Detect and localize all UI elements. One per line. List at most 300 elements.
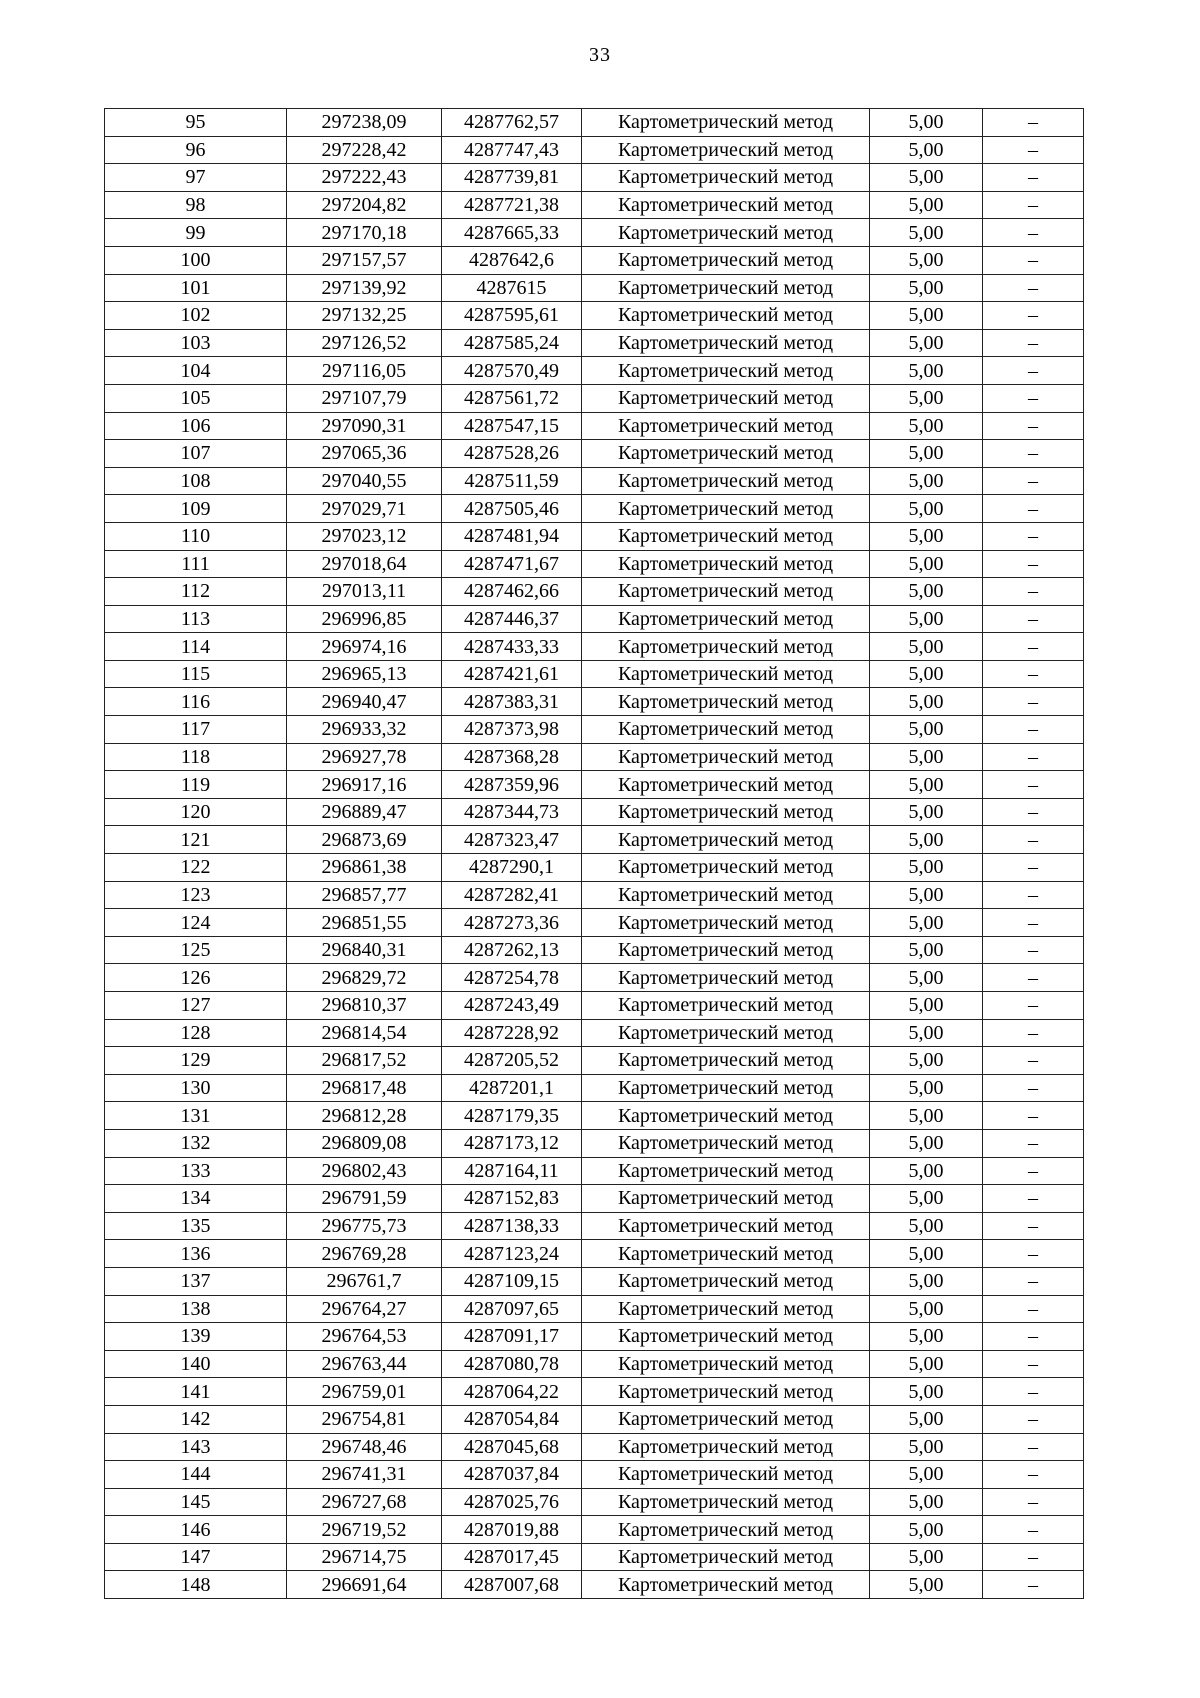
- table-row: [105, 246, 1084, 274]
- accuracy-cell: 5,00: [870, 660, 983, 688]
- y-coordinate-cell: 4287205,52: [442, 1047, 582, 1075]
- table-row: [105, 826, 1084, 854]
- x-coordinate-cell: 297013,11: [287, 578, 442, 606]
- accuracy-cell: 5,00: [870, 246, 983, 274]
- x-coordinate-cell: 296965,13: [287, 660, 442, 688]
- x-coordinate-cell: 296764,27: [287, 1295, 442, 1323]
- table-row: [105, 136, 1084, 164]
- x-coordinate-cell: 296814,54: [287, 1019, 442, 1047]
- x-coordinate-cell: 296741,31: [287, 1461, 442, 1489]
- note-cell: –: [983, 1543, 1084, 1571]
- accuracy-cell: 5,00: [870, 964, 983, 992]
- note-cell: –: [983, 550, 1084, 578]
- y-coordinate-cell: 4287561,72: [442, 384, 582, 412]
- y-coordinate-cell: 4287243,49: [442, 992, 582, 1020]
- y-coordinate-cell: 4287152,83: [442, 1185, 582, 1213]
- note-cell: –: [983, 771, 1084, 799]
- note-cell: –: [983, 1185, 1084, 1213]
- accuracy-cell: 5,00: [870, 440, 983, 468]
- x-coordinate-cell: 296974,16: [287, 633, 442, 661]
- x-coordinate-cell: 296889,47: [287, 798, 442, 826]
- x-coordinate-cell: 297157,57: [287, 246, 442, 274]
- method-cell: Картометрический метод: [582, 522, 870, 550]
- y-coordinate-cell: 4287642,6: [442, 246, 582, 274]
- method-cell: Картометрический метод: [582, 1571, 870, 1599]
- note-cell: –: [983, 329, 1084, 357]
- method-cell: Картометрический метод: [582, 1267, 870, 1295]
- accuracy-cell: 5,00: [870, 302, 983, 330]
- method-cell: Картометрический метод: [582, 605, 870, 633]
- note-cell: –: [983, 357, 1084, 385]
- point-number-cell: 137: [105, 1267, 287, 1295]
- accuracy-cell: 5,00: [870, 1543, 983, 1571]
- y-coordinate-cell: 4287481,94: [442, 522, 582, 550]
- table-row: [105, 1323, 1084, 1351]
- table-row: [105, 1185, 1084, 1213]
- method-cell: Картометрический метод: [582, 964, 870, 992]
- point-number-cell: 124: [105, 909, 287, 937]
- x-coordinate-cell: 296873,69: [287, 826, 442, 854]
- accuracy-cell: 5,00: [870, 881, 983, 909]
- note-cell: –: [983, 854, 1084, 882]
- x-coordinate-cell: 296996,85: [287, 605, 442, 633]
- table-row: [105, 743, 1084, 771]
- table-row: [105, 191, 1084, 219]
- y-coordinate-cell: 4287282,41: [442, 881, 582, 909]
- x-coordinate-cell: 297170,18: [287, 219, 442, 247]
- note-cell: –: [983, 1047, 1084, 1075]
- x-coordinate-cell: 297238,09: [287, 109, 442, 137]
- table-row: [105, 1516, 1084, 1544]
- y-coordinate-cell: 4287201,1: [442, 1074, 582, 1102]
- x-coordinate-cell: 297018,64: [287, 550, 442, 578]
- point-number-cell: 118: [105, 743, 287, 771]
- point-number-cell: 127: [105, 992, 287, 1020]
- point-number-cell: 145: [105, 1488, 287, 1516]
- point-number-cell: 129: [105, 1047, 287, 1075]
- accuracy-cell: 5,00: [870, 495, 983, 523]
- accuracy-cell: 5,00: [870, 109, 983, 137]
- point-number-cell: 96: [105, 136, 287, 164]
- note-cell: –: [983, 1378, 1084, 1406]
- note-cell: –: [983, 246, 1084, 274]
- note-cell: –: [983, 1461, 1084, 1489]
- table-row: [105, 550, 1084, 578]
- y-coordinate-cell: 4287762,57: [442, 109, 582, 137]
- table-row: [105, 771, 1084, 799]
- note-cell: –: [983, 1323, 1084, 1351]
- table-row: [105, 109, 1084, 137]
- point-number-cell: 125: [105, 936, 287, 964]
- method-cell: Картометрический метод: [582, 164, 870, 192]
- accuracy-cell: 5,00: [870, 1378, 983, 1406]
- x-coordinate-cell: 296917,16: [287, 771, 442, 799]
- point-number-cell: 109: [105, 495, 287, 523]
- point-number-cell: 128: [105, 1019, 287, 1047]
- method-cell: Картометрический метод: [582, 246, 870, 274]
- method-cell: Картометрический метод: [582, 1102, 870, 1130]
- table-body: [105, 109, 1084, 1599]
- note-cell: –: [983, 1488, 1084, 1516]
- note-cell: –: [983, 384, 1084, 412]
- x-coordinate-cell: 296754,81: [287, 1405, 442, 1433]
- point-number-cell: 132: [105, 1129, 287, 1157]
- note-cell: –: [983, 191, 1084, 219]
- table-row: [105, 219, 1084, 247]
- method-cell: Картометрический метод: [582, 302, 870, 330]
- point-number-cell: 105: [105, 384, 287, 412]
- method-cell: Картометрический метод: [582, 716, 870, 744]
- point-number-cell: 99: [105, 219, 287, 247]
- y-coordinate-cell: 4287739,81: [442, 164, 582, 192]
- point-number-cell: 139: [105, 1323, 287, 1351]
- method-cell: Картометрический метод: [582, 1157, 870, 1185]
- point-number-cell: 112: [105, 578, 287, 606]
- y-coordinate-cell: 4287228,92: [442, 1019, 582, 1047]
- point-number-cell: 103: [105, 329, 287, 357]
- method-cell: Картометрический метод: [582, 550, 870, 578]
- method-cell: Картометрический метод: [582, 384, 870, 412]
- accuracy-cell: 5,00: [870, 1019, 983, 1047]
- accuracy-cell: 5,00: [870, 357, 983, 385]
- accuracy-cell: 5,00: [870, 1433, 983, 1461]
- note-cell: –: [983, 1267, 1084, 1295]
- table-row: [105, 688, 1084, 716]
- accuracy-cell: 5,00: [870, 1267, 983, 1295]
- point-number-cell: 123: [105, 881, 287, 909]
- y-coordinate-cell: 4287595,61: [442, 302, 582, 330]
- method-cell: Картометрический метод: [582, 1074, 870, 1102]
- point-number-cell: 136: [105, 1240, 287, 1268]
- note-cell: –: [983, 964, 1084, 992]
- y-coordinate-cell: 4287528,26: [442, 440, 582, 468]
- point-number-cell: 143: [105, 1433, 287, 1461]
- table-row: [105, 1488, 1084, 1516]
- accuracy-cell: 5,00: [870, 992, 983, 1020]
- table-row: [105, 909, 1084, 937]
- table-row: [105, 716, 1084, 744]
- table-row: [105, 660, 1084, 688]
- table-row: [105, 412, 1084, 440]
- x-coordinate-cell: 296933,32: [287, 716, 442, 744]
- x-coordinate-cell: 296714,75: [287, 1543, 442, 1571]
- point-number-cell: 122: [105, 854, 287, 882]
- table-row: [105, 854, 1084, 882]
- note-cell: –: [983, 412, 1084, 440]
- point-number-cell: 115: [105, 660, 287, 688]
- note-cell: –: [983, 1350, 1084, 1378]
- method-cell: Картометрический метод: [582, 440, 870, 468]
- accuracy-cell: 5,00: [870, 909, 983, 937]
- table-row: [105, 522, 1084, 550]
- accuracy-cell: 5,00: [870, 191, 983, 219]
- point-number-cell: 106: [105, 412, 287, 440]
- table-row: [105, 440, 1084, 468]
- point-number-cell: 113: [105, 605, 287, 633]
- method-cell: Картометрический метод: [582, 467, 870, 495]
- y-coordinate-cell: 4287433,33: [442, 633, 582, 661]
- y-coordinate-cell: 4287359,96: [442, 771, 582, 799]
- method-cell: Картометрический метод: [582, 1461, 870, 1489]
- accuracy-cell: 5,00: [870, 854, 983, 882]
- y-coordinate-cell: 4287164,11: [442, 1157, 582, 1185]
- method-cell: Картометрический метод: [582, 936, 870, 964]
- y-coordinate-cell: 4287179,35: [442, 1102, 582, 1130]
- y-coordinate-cell: 4287383,31: [442, 688, 582, 716]
- x-coordinate-cell: 297029,71: [287, 495, 442, 523]
- x-coordinate-cell: 296829,72: [287, 964, 442, 992]
- method-cell: Картометрический метод: [582, 578, 870, 606]
- accuracy-cell: 5,00: [870, 1240, 983, 1268]
- accuracy-cell: 5,00: [870, 550, 983, 578]
- method-cell: Картометрический метод: [582, 412, 870, 440]
- method-cell: Картометрический метод: [582, 274, 870, 302]
- accuracy-cell: 5,00: [870, 164, 983, 192]
- accuracy-cell: 5,00: [870, 1157, 983, 1185]
- point-number-cell: 147: [105, 1543, 287, 1571]
- x-coordinate-cell: 296857,77: [287, 881, 442, 909]
- x-coordinate-cell: 296791,59: [287, 1185, 442, 1213]
- table-row: [105, 1074, 1084, 1102]
- accuracy-cell: 5,00: [870, 136, 983, 164]
- table-row: [105, 1240, 1084, 1268]
- table-row: [105, 881, 1084, 909]
- method-cell: Картометрический метод: [582, 1350, 870, 1378]
- y-coordinate-cell: 4287585,24: [442, 329, 582, 357]
- accuracy-cell: 5,00: [870, 1074, 983, 1102]
- note-cell: –: [983, 881, 1084, 909]
- method-cell: Картометрический метод: [582, 1047, 870, 1075]
- method-cell: Картометрический метод: [582, 881, 870, 909]
- accuracy-cell: 5,00: [870, 1047, 983, 1075]
- method-cell: Картометрический метод: [582, 1240, 870, 1268]
- x-coordinate-cell: 296812,28: [287, 1102, 442, 1130]
- point-number-cell: 121: [105, 826, 287, 854]
- note-cell: –: [983, 1295, 1084, 1323]
- table-row: [105, 1157, 1084, 1185]
- y-coordinate-cell: 4287323,47: [442, 826, 582, 854]
- note-cell: –: [983, 164, 1084, 192]
- point-number-cell: 144: [105, 1461, 287, 1489]
- y-coordinate-cell: 4287025,76: [442, 1488, 582, 1516]
- table-row: [105, 1129, 1084, 1157]
- method-cell: Картометрический метод: [582, 1185, 870, 1213]
- table-row: [105, 1047, 1084, 1075]
- table-row: [105, 302, 1084, 330]
- point-number-cell: 131: [105, 1102, 287, 1130]
- table-row: [105, 1019, 1084, 1047]
- x-coordinate-cell: 296840,31: [287, 936, 442, 964]
- accuracy-cell: 5,00: [870, 1461, 983, 1489]
- y-coordinate-cell: 4287373,98: [442, 716, 582, 744]
- table-row: [105, 329, 1084, 357]
- x-coordinate-cell: 296810,37: [287, 992, 442, 1020]
- y-coordinate-cell: 4287054,84: [442, 1405, 582, 1433]
- point-number-cell: 108: [105, 467, 287, 495]
- point-number-cell: 130: [105, 1074, 287, 1102]
- accuracy-cell: 5,00: [870, 1350, 983, 1378]
- x-coordinate-cell: 296927,78: [287, 743, 442, 771]
- method-cell: Картометрический метод: [582, 688, 870, 716]
- note-cell: –: [983, 109, 1084, 137]
- accuracy-cell: 5,00: [870, 605, 983, 633]
- method-cell: Картометрический метод: [582, 633, 870, 661]
- y-coordinate-cell: 4287017,45: [442, 1543, 582, 1571]
- accuracy-cell: 5,00: [870, 743, 983, 771]
- x-coordinate-cell: 297065,36: [287, 440, 442, 468]
- table-row: [105, 578, 1084, 606]
- x-coordinate-cell: 297126,52: [287, 329, 442, 357]
- page-number: 33: [589, 44, 611, 66]
- table-row: [105, 798, 1084, 826]
- point-number-cell: 107: [105, 440, 287, 468]
- point-number-cell: 104: [105, 357, 287, 385]
- x-coordinate-cell: 296769,28: [287, 1240, 442, 1268]
- note-cell: –: [983, 440, 1084, 468]
- note-cell: –: [983, 1571, 1084, 1599]
- note-cell: –: [983, 688, 1084, 716]
- point-number-cell: 120: [105, 798, 287, 826]
- y-coordinate-cell: 4287091,17: [442, 1323, 582, 1351]
- table-row: [105, 1461, 1084, 1489]
- y-coordinate-cell: 4287007,68: [442, 1571, 582, 1599]
- method-cell: Картометрический метод: [582, 798, 870, 826]
- point-number-cell: 95: [105, 109, 287, 137]
- y-coordinate-cell: 4287254,78: [442, 964, 582, 992]
- note-cell: –: [983, 495, 1084, 523]
- x-coordinate-cell: 296761,7: [287, 1267, 442, 1295]
- method-cell: Картометрический метод: [582, 771, 870, 799]
- method-cell: Картометрический метод: [582, 357, 870, 385]
- x-coordinate-cell: 296727,68: [287, 1488, 442, 1516]
- accuracy-cell: 5,00: [870, 771, 983, 799]
- method-cell: Картометрический метод: [582, 854, 870, 882]
- table-row: [105, 633, 1084, 661]
- note-cell: –: [983, 1240, 1084, 1268]
- coordinates-table: [104, 108, 1084, 1599]
- note-cell: –: [983, 1157, 1084, 1185]
- accuracy-cell: 5,00: [870, 798, 983, 826]
- table-row: [105, 357, 1084, 385]
- accuracy-cell: 5,00: [870, 1488, 983, 1516]
- point-number-cell: 146: [105, 1516, 287, 1544]
- accuracy-cell: 5,00: [870, 936, 983, 964]
- y-coordinate-cell: 4287138,33: [442, 1212, 582, 1240]
- point-number-cell: 110: [105, 522, 287, 550]
- point-number-cell: 142: [105, 1405, 287, 1433]
- y-coordinate-cell: 4287019,88: [442, 1516, 582, 1544]
- accuracy-cell: 5,00: [870, 633, 983, 661]
- method-cell: Картометрический метод: [582, 219, 870, 247]
- accuracy-cell: 5,00: [870, 522, 983, 550]
- x-coordinate-cell: 296759,01: [287, 1378, 442, 1406]
- accuracy-cell: 5,00: [870, 716, 983, 744]
- x-coordinate-cell: 296861,38: [287, 854, 442, 882]
- point-number-cell: 111: [105, 550, 287, 578]
- point-number-cell: 140: [105, 1350, 287, 1378]
- accuracy-cell: 5,00: [870, 826, 983, 854]
- point-number-cell: 133: [105, 1157, 287, 1185]
- accuracy-cell: 5,00: [870, 384, 983, 412]
- method-cell: Картометрический метод: [582, 329, 870, 357]
- method-cell: Картометрический метод: [582, 1378, 870, 1406]
- y-coordinate-cell: 4287570,49: [442, 357, 582, 385]
- method-cell: Картометрический метод: [582, 1543, 870, 1571]
- method-cell: Картометрический метод: [582, 1129, 870, 1157]
- x-coordinate-cell: 296764,53: [287, 1323, 442, 1351]
- point-number-cell: 141: [105, 1378, 287, 1406]
- y-coordinate-cell: 4287123,24: [442, 1240, 582, 1268]
- table-row: [105, 495, 1084, 523]
- accuracy-cell: 5,00: [870, 1323, 983, 1351]
- method-cell: Картометрический метод: [582, 136, 870, 164]
- note-cell: –: [983, 578, 1084, 606]
- method-cell: Картометрический метод: [582, 1295, 870, 1323]
- y-coordinate-cell: 4287471,67: [442, 550, 582, 578]
- y-coordinate-cell: 4287421,61: [442, 660, 582, 688]
- point-number-cell: 114: [105, 633, 287, 661]
- note-cell: –: [983, 633, 1084, 661]
- point-number-cell: 97: [105, 164, 287, 192]
- method-cell: Картометрический метод: [582, 992, 870, 1020]
- point-number-cell: 117: [105, 716, 287, 744]
- method-cell: Картометрический метод: [582, 1405, 870, 1433]
- y-coordinate-cell: 4287462,66: [442, 578, 582, 606]
- note-cell: –: [983, 522, 1084, 550]
- note-cell: –: [983, 1074, 1084, 1102]
- y-coordinate-cell: 4287173,12: [442, 1129, 582, 1157]
- table-row: [105, 1212, 1084, 1240]
- x-coordinate-cell: 296851,55: [287, 909, 442, 937]
- y-coordinate-cell: 4287037,84: [442, 1461, 582, 1489]
- point-number-cell: 138: [105, 1295, 287, 1323]
- table-row: [105, 1571, 1084, 1599]
- note-cell: –: [983, 909, 1084, 937]
- method-cell: Картометрический метод: [582, 826, 870, 854]
- method-cell: Картометрический метод: [582, 1019, 870, 1047]
- accuracy-cell: 5,00: [870, 274, 983, 302]
- method-cell: Картометрический метод: [582, 743, 870, 771]
- x-coordinate-cell: 296763,44: [287, 1350, 442, 1378]
- y-coordinate-cell: 4287665,33: [442, 219, 582, 247]
- x-coordinate-cell: 297107,79: [287, 384, 442, 412]
- y-coordinate-cell: 4287045,68: [442, 1433, 582, 1461]
- x-coordinate-cell: 296748,46: [287, 1433, 442, 1461]
- table-row: [105, 1378, 1084, 1406]
- method-cell: Картометрический метод: [582, 1212, 870, 1240]
- accuracy-cell: 5,00: [870, 1571, 983, 1599]
- x-coordinate-cell: 296775,73: [287, 1212, 442, 1240]
- method-cell: Картометрический метод: [582, 191, 870, 219]
- x-coordinate-cell: 297023,12: [287, 522, 442, 550]
- y-coordinate-cell: 4287064,22: [442, 1378, 582, 1406]
- x-coordinate-cell: 296817,48: [287, 1074, 442, 1102]
- accuracy-cell: 5,00: [870, 688, 983, 716]
- note-cell: –: [983, 798, 1084, 826]
- method-cell: Картометрический метод: [582, 495, 870, 523]
- x-coordinate-cell: 297139,92: [287, 274, 442, 302]
- accuracy-cell: 5,00: [870, 1405, 983, 1433]
- x-coordinate-cell: 296719,52: [287, 1516, 442, 1544]
- y-coordinate-cell: 4287615: [442, 274, 582, 302]
- y-coordinate-cell: 4287109,15: [442, 1267, 582, 1295]
- x-coordinate-cell: 297132,25: [287, 302, 442, 330]
- table-row: [105, 1267, 1084, 1295]
- x-coordinate-cell: 297090,31: [287, 412, 442, 440]
- point-number-cell: 134: [105, 1185, 287, 1213]
- accuracy-cell: 5,00: [870, 1102, 983, 1130]
- accuracy-cell: 5,00: [870, 1185, 983, 1213]
